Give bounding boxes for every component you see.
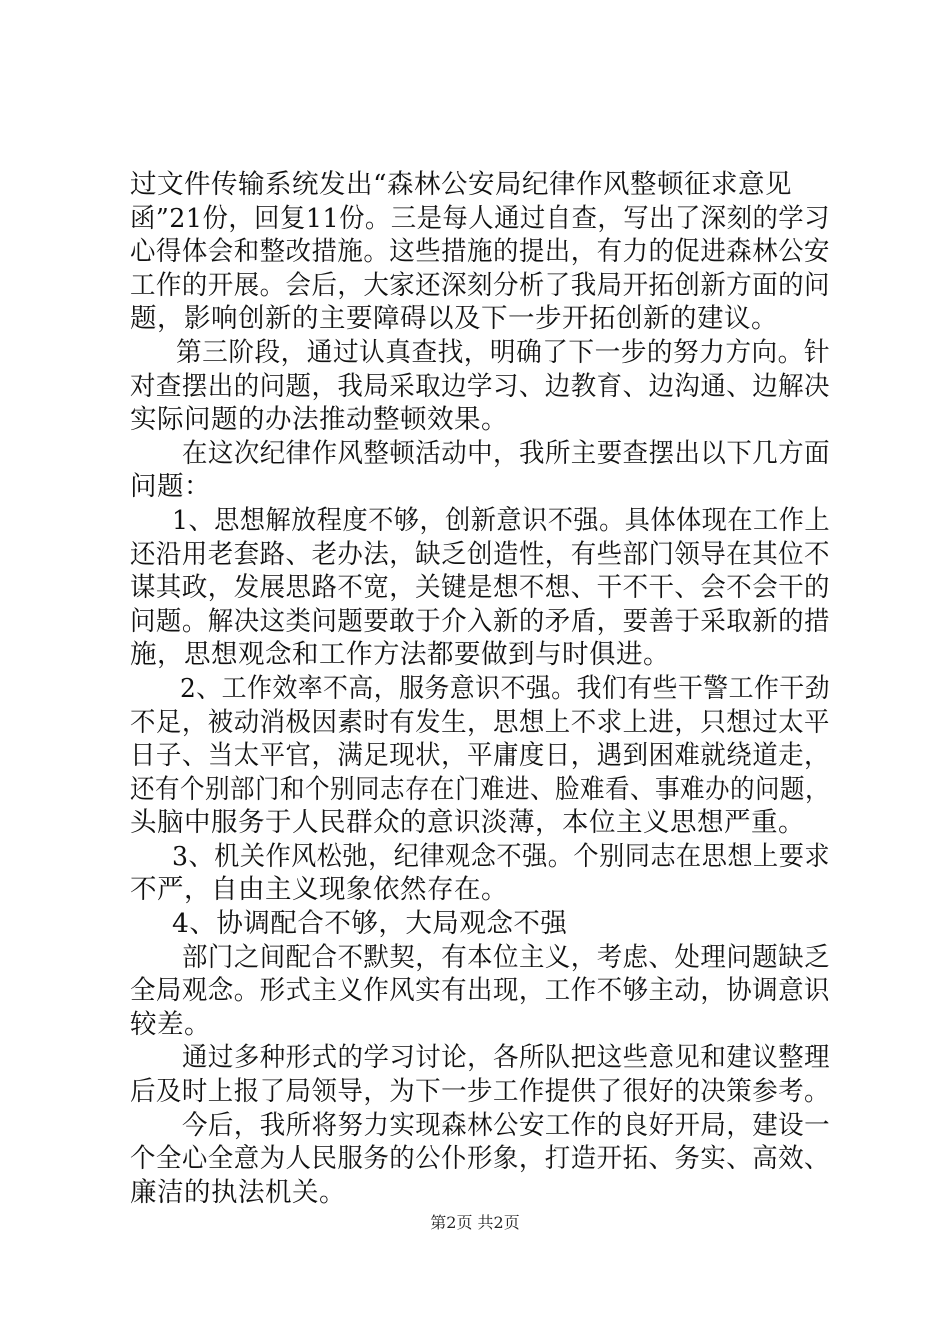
body-text-line: 3、机关作风松弛，纪律观念不强。个别同志在思想上要求 bbox=[172, 840, 831, 872]
body-text-line: 后及时上报了局领导，为下一步工作提供了很好的决策参考。 bbox=[130, 1076, 830, 1108]
body-text-line: 谋其政，发展思路不宽，关键是想不想、干不干、会不会干的 bbox=[130, 572, 830, 604]
document-body bbox=[130, 168, 830, 1209]
body-text-line: 题，影响创新的主要障碍以及下一步开拓创新的建议。 bbox=[130, 303, 778, 335]
body-text-line: 函”21份，回复11份。三是每人通过自查，写出了深刻的学习 bbox=[130, 202, 830, 234]
body-text-line: 还沿用老套路、老办法，缺乏创造性，有些部门领导在其位不 bbox=[130, 538, 830, 570]
body-text-line: 还有个别部门和个别同志存在门难进、脸难看、事难办的问题， bbox=[130, 773, 830, 805]
page-footer: 第2页 共2页 bbox=[430, 1213, 520, 1232]
body-text-line: 施，思想观念和工作方法都要做到与时俱进。 bbox=[130, 639, 670, 671]
body-text-line: 个全心全意为人民服务的公仆形象，打造开拓、务实、高效、 bbox=[130, 1143, 830, 1175]
body-text-line: 过文件传输系统发出“森林公安局纪律作风整顿征求意见 bbox=[130, 169, 793, 200]
body-text-line: 不足，被动消极因素时有发生，思想上不求上进，只想过太平 bbox=[130, 706, 830, 738]
body-text-line: 工作的开展。会后，大家还深刻分析了我局开拓创新方面的问 bbox=[130, 269, 830, 301]
body-text-line: 4、协调配合不够，大局观念不强 bbox=[172, 908, 568, 940]
body-text-line: 日子、当太平官，满足现状，平庸度日，遇到困难就绕道走， bbox=[130, 740, 830, 772]
body-text-line: 问题： bbox=[130, 471, 211, 503]
body-text-line: 2、工作效率不高，服务意识不强。我们有些干警工作干劲 bbox=[180, 672, 831, 704]
body-text-line: 廉洁的执法机关。 bbox=[130, 1176, 346, 1208]
body-text-line: 问题。解决这类问题要敢于介入新的矛盾，要善于采取新的措 bbox=[130, 605, 830, 637]
body-text-line: 第三阶段，通过认真查找，明确了下一步的努力方向。针 bbox=[176, 336, 831, 368]
body-text-line: 较差。 bbox=[130, 1008, 211, 1040]
body-text-line: 1、思想解放程度不够，创新意识不强。具体体现在工作上 bbox=[172, 504, 831, 536]
body-text-line: 不严，自由主义现象依然存在。 bbox=[130, 874, 508, 906]
body-text-line: 对查摆出的问题，我局采取边学习、边教育、边沟通、边解决 bbox=[130, 370, 830, 402]
body-text-line: 头脑中服务于人民群众的意识淡薄，本位主义思想严重。 bbox=[130, 807, 805, 839]
body-text-line: 在这次纪律作风整顿活动中，我所主要查摆出以下几方面 bbox=[182, 437, 830, 469]
body-text-line: 实际问题的办法推动整顿效果。 bbox=[130, 404, 508, 436]
body-text-line: 心得体会和整改措施。这些措施的提出，有力的促进森林公安 bbox=[130, 236, 830, 268]
body-text-line: 部门之间配合不默契，有本位主义，考虑、处理问题缺乏 bbox=[182, 941, 830, 973]
body-text-line: 通过多种形式的学习讨论，各所队把这些意见和建议整理 bbox=[182, 1042, 830, 1074]
body-text-line: 全局观念。形式主义作风实有出现，工作不够主动，协调意识 bbox=[130, 975, 830, 1007]
body-text-line: 今后，我所将努力实现森林公安工作的良好开局，建设一 bbox=[182, 1109, 830, 1141]
